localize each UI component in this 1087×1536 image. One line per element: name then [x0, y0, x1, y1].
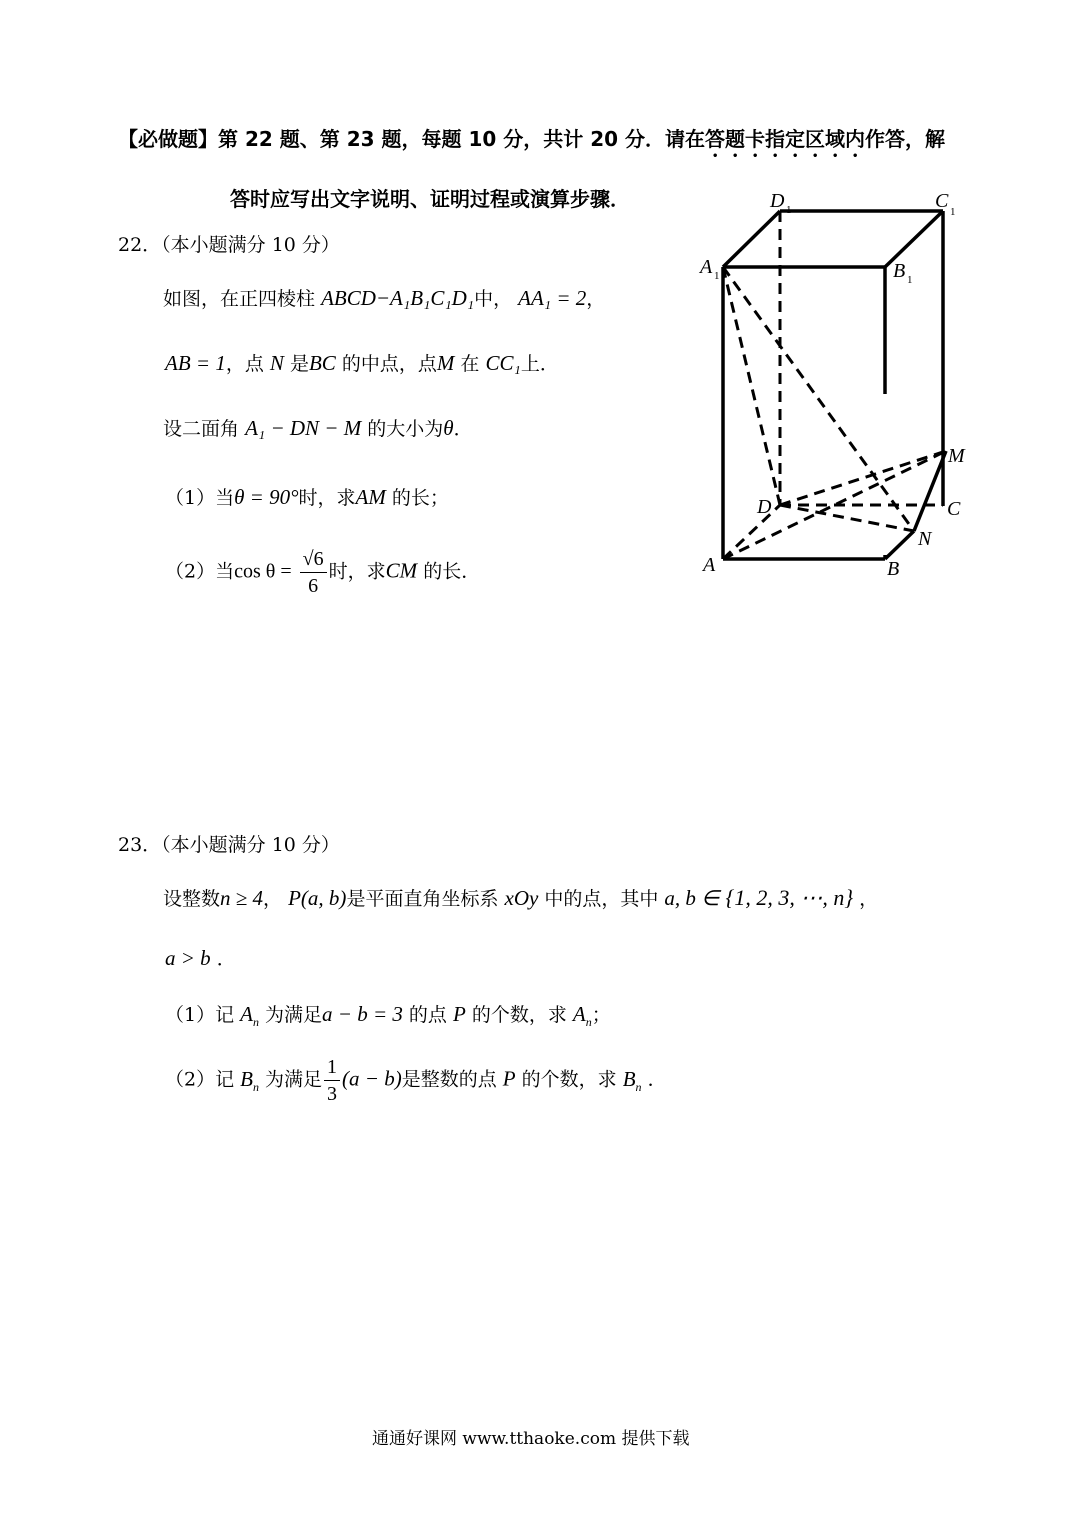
- section-header-line1: [118, 123, 945, 162]
- q23-a-n-answer: [572, 1002, 592, 1030]
- fraction-denominator: 3: [327, 1083, 338, 1105]
- q23-ab-in: a, b ∈: [664, 886, 720, 910]
- q22-cond-ab: AB = 1: [165, 351, 226, 375]
- q22-seg-cm: CM: [385, 558, 418, 583]
- q22-text: 设二面角: [163, 418, 240, 440]
- q22-text: （1）当: [165, 487, 235, 509]
- header-tail: 作答，解: [865, 127, 946, 151]
- q23-fraction: [324, 1054, 340, 1107]
- header-text: 【必做题】第 22 题、第 23 题，每题 10 分，共计 20 分．请在: [118, 127, 706, 151]
- q23-line1: [163, 884, 878, 911]
- q23-text: 的点: [408, 1004, 447, 1026]
- symbol-a: A: [572, 1002, 586, 1026]
- q22-text: 是: [289, 353, 309, 375]
- q22-prism: ABCD−A₁B₁C₁D₁: [321, 286, 475, 310]
- q23-text: ．: [647, 1068, 667, 1091]
- q23-text: 为满足: [265, 1004, 323, 1026]
- fraction-denominator: 6: [308, 575, 319, 597]
- q23-text: （1）记: [165, 1004, 235, 1026]
- q23-xoy: xOy: [504, 886, 539, 910]
- fraction-numerator: √6: [300, 546, 327, 573]
- q22-text: 的中点，点: [341, 353, 437, 375]
- figure-labels: [698, 190, 966, 580]
- q23-point-p-symbol: P: [502, 1066, 516, 1091]
- q22-text: 的长；: [391, 487, 449, 509]
- q23-cond-ab: a > b: [165, 946, 211, 970]
- q23-cond-n: n ≥ 4: [220, 886, 264, 910]
- q23-text: 为满足: [265, 1068, 323, 1091]
- q22-number: 22．（本小题满分 10 分）: [118, 234, 340, 256]
- q22-point-m: M: [436, 351, 455, 375]
- q23-text: ；: [591, 1004, 611, 1026]
- page-footer: 通通好课网 www.tthaoke.com 提供下载: [372, 1429, 690, 1449]
- subscript-n: n: [635, 1079, 642, 1094]
- section-header-line2: 答时应写出文字说明、证明过程或演算步骤．: [230, 187, 630, 211]
- q23-text: （2）记: [165, 1068, 235, 1091]
- q23-number: 23．（本小题满分 10 分）: [118, 834, 340, 856]
- label-a: A: [703, 554, 716, 576]
- label-c: C: [947, 498, 961, 520]
- q22-text: 在: [460, 353, 480, 375]
- q22-fraction: [300, 546, 327, 599]
- q22-part1: [165, 483, 449, 510]
- q23-point-p-symbol: P: [452, 1002, 466, 1026]
- symbol-b: B: [240, 1066, 253, 1091]
- q23-line2: [165, 944, 236, 971]
- label-d: D: [757, 496, 772, 518]
- symbol-a: A: [240, 1002, 253, 1026]
- q22-seg-bc: BC: [308, 351, 336, 375]
- q22-seg-cc1: CC₁: [485, 351, 521, 375]
- q23-expression: (a − b): [342, 1066, 402, 1091]
- q23-text: ．: [216, 948, 236, 970]
- q23-text: 的个数，求: [521, 1068, 617, 1091]
- prism-figure: [690, 185, 990, 585]
- q22-text: 的大小为: [367, 418, 444, 440]
- label-d1: D: [770, 190, 785, 212]
- q23-a-n: [240, 1002, 259, 1030]
- q23-point-p: P(a, b): [288, 886, 347, 910]
- q22-text: ．: [453, 418, 473, 440]
- q23-part1-equation: a − b = 3: [322, 1002, 403, 1026]
- q22-text: 的长．: [423, 560, 481, 583]
- subscript-n: n: [252, 1015, 259, 1030]
- q22-text: 时，求: [298, 487, 356, 509]
- q23-text: 是整数的点: [401, 1068, 497, 1091]
- label-b1: B: [893, 260, 906, 282]
- q22-point-n: N: [269, 351, 284, 375]
- label-b1-sub: 1: [907, 274, 913, 286]
- q22-text: ，点: [225, 353, 264, 375]
- q23-text: 的个数，求: [471, 1004, 567, 1026]
- q23-part2: [165, 1054, 667, 1107]
- label-n: N: [918, 528, 932, 550]
- q22-text: ，: [586, 288, 606, 310]
- q22-part1-condition: θ = 90°: [234, 485, 299, 509]
- q23-text: 设整数: [163, 888, 221, 910]
- q23-text: ，: [859, 888, 879, 910]
- q22-text: （2）当: [165, 560, 235, 583]
- q23-b-n-answer: [622, 1066, 642, 1094]
- q22-line1: [163, 284, 605, 311]
- q23-text: ，: [263, 888, 283, 910]
- label-b: B: [887, 558, 900, 580]
- q22-cos-theta: cos θ =: [234, 560, 292, 583]
- q22-cond-aa1: AA₁ = 2: [518, 286, 587, 310]
- subscript-n: n: [252, 1079, 259, 1094]
- label-d1-sub: 1: [786, 204, 792, 216]
- q22-text: 如图，在正四棱柱: [163, 288, 316, 310]
- label-m: M: [948, 445, 965, 467]
- label-a1-sub: 1: [714, 270, 720, 282]
- q22-line3: [163, 414, 473, 441]
- subscript-n: n: [585, 1015, 592, 1030]
- label-a1: A: [700, 256, 713, 278]
- q22-seg-am: AM: [355, 485, 386, 509]
- q22-line2: [165, 349, 559, 376]
- q22-text: 上．: [520, 353, 559, 375]
- q22-part2: [165, 546, 480, 599]
- q23-set: {1, 2, 3, ⋯, n}: [725, 885, 854, 910]
- q23-b-n: [240, 1066, 259, 1094]
- symbol-b: B: [622, 1066, 636, 1091]
- fraction-numerator: 1: [324, 1054, 340, 1081]
- q22-text: 中，: [474, 288, 513, 310]
- q23-text: 中的点，其中: [544, 888, 659, 910]
- q22-text: 时，求: [328, 560, 386, 583]
- label-c1: C: [935, 190, 949, 212]
- q23-text: 是平面直角坐标系: [346, 888, 499, 910]
- q22-dihedral: A₁ − DN − M: [245, 416, 362, 440]
- q23-part1: [165, 1000, 611, 1030]
- q22-theta: θ: [443, 416, 454, 440]
- header-emphasis: 答题卡指定区域内: [705, 127, 866, 151]
- label-c1-sub: 1: [950, 206, 956, 218]
